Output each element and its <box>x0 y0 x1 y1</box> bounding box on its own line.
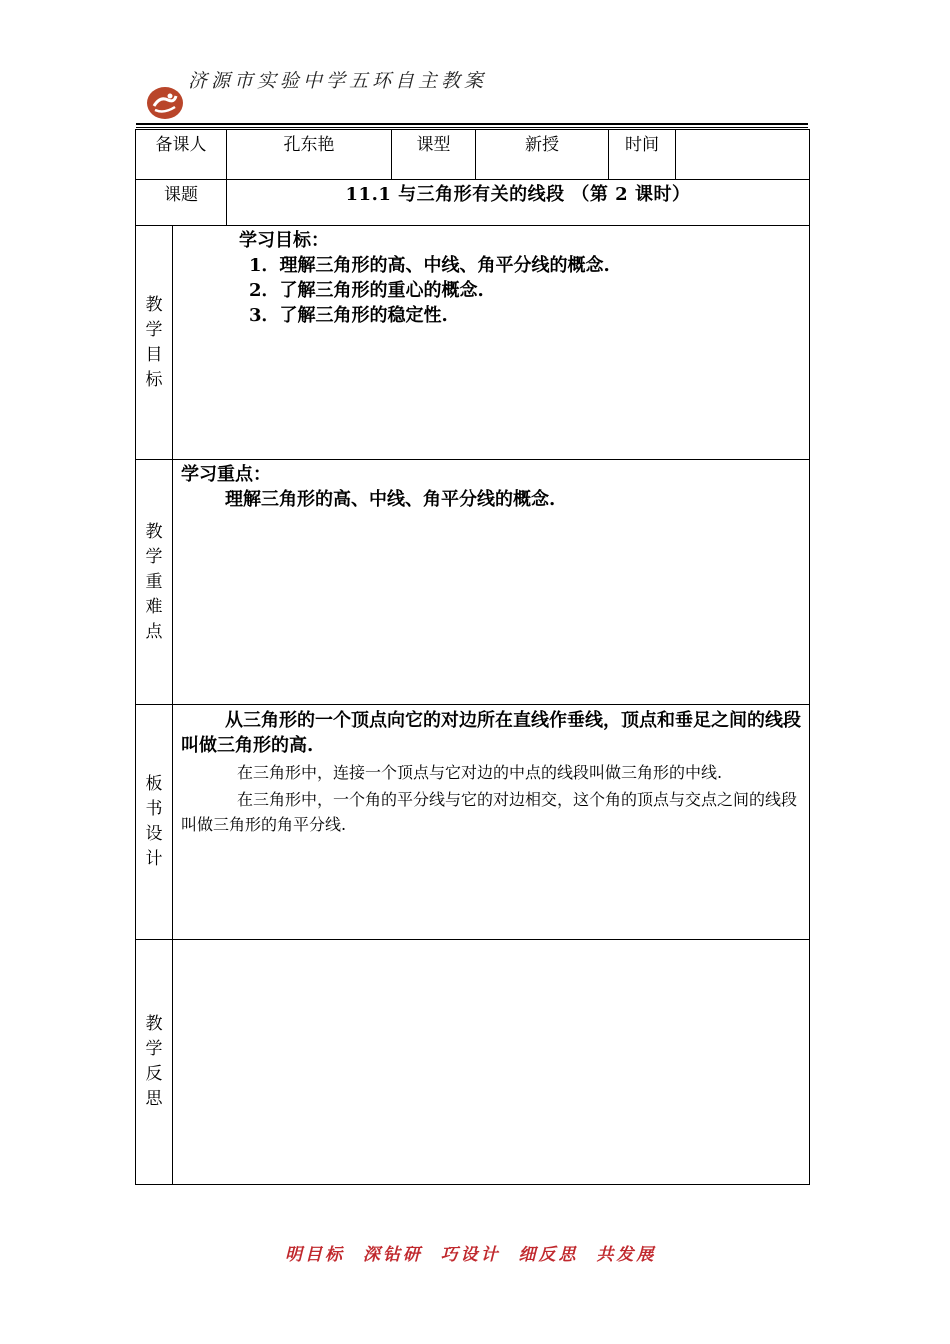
reflection-side-label: 教 学 反 思 <box>136 940 173 1185</box>
topic-row <box>136 180 810 226</box>
board-paragraph-altitude: 从三角形的一个顶点向它的对边所在直线作垂线，顶点和垂足之间的线段叫做三角形的高. <box>181 710 801 756</box>
topic-value: 11.1 与三角形有关的线段 （第 2 课时） <box>227 180 810 226</box>
header-rule-thin <box>136 127 808 128</box>
objective-item: 2．了解三角形的重心的概念. <box>249 280 484 301</box>
key-points-row <box>136 460 810 705</box>
school-title: 济源市实验中学五环自主教案 <box>188 70 488 92</box>
key-points-content <box>173 460 810 705</box>
preparer-label: 备课人 <box>136 130 227 180</box>
key-points-body: 理解三角形的高、中线、角平分线的概念. <box>225 489 556 510</box>
lesson-type-value: 新授 <box>476 130 609 180</box>
board-paragraph-angle-bisector: 在三角形中，一个角的平分线与它的对边相交，这个角的顶点与交点之间的线段叫做三角形的角平分线. <box>181 790 798 834</box>
time-label: 时间 <box>609 130 676 180</box>
header-rule-thick <box>136 123 808 125</box>
footer-motto: 明目标 深钻研 巧设计 细反思 共发展 <box>285 1245 657 1265</box>
lesson-plan-table <box>135 129 810 1185</box>
board-paragraph-median: 在三角形中，连接一个顶点与它对边的中点的线段叫做三角形的中线. <box>237 763 723 782</box>
objective-item: 3．了解三角形的稳定性. <box>249 305 448 326</box>
objectives-row <box>136 226 810 460</box>
reflection-row <box>136 940 810 1185</box>
objective-item: 1．理解三角形的高、中线、角平分线的概念. <box>249 255 610 276</box>
info-row <box>136 130 810 180</box>
lesson-type-label: 课型 <box>392 130 476 180</box>
objectives-content <box>173 226 810 460</box>
time-value <box>676 130 810 180</box>
board-design-row <box>136 705 810 940</box>
preparer-value: 孔东艳 <box>227 130 392 180</box>
topic-label: 课题 <box>136 180 227 226</box>
board-design-content <box>173 705 810 940</box>
objectives-side-label: 教 学 目 标 <box>136 226 173 460</box>
objectives-heading: 学习目标： <box>239 230 329 251</box>
key-points-heading: 学习重点： <box>181 464 271 485</box>
key-points-side-label: 教 学 重 难 点 <box>136 460 173 705</box>
reflection-content <box>173 940 810 1185</box>
school-logo-icon <box>146 86 184 120</box>
board-design-side-label: 板 书 设 计 <box>136 705 173 940</box>
